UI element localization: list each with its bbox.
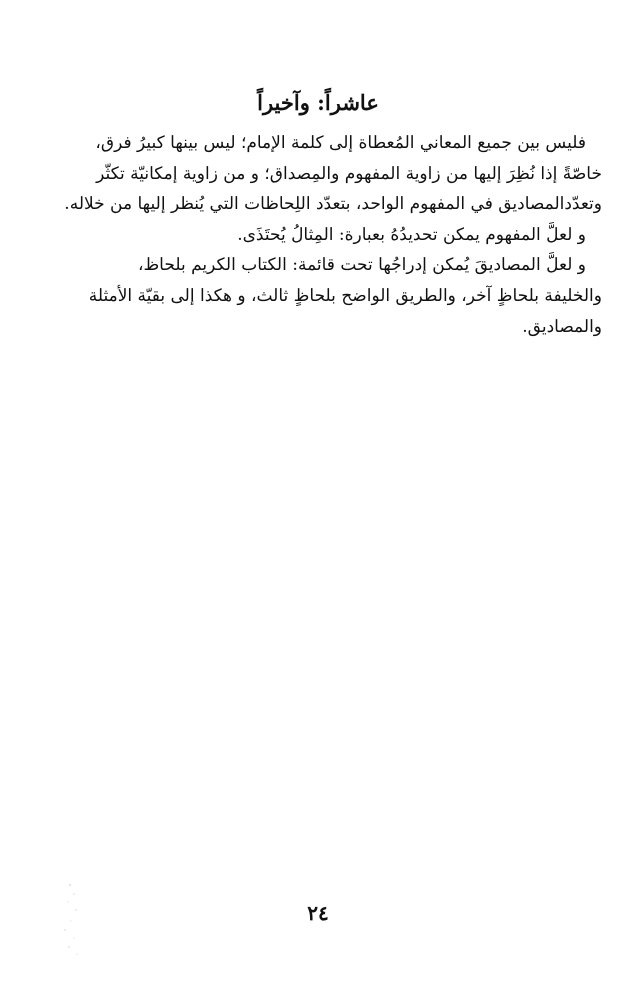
text-line: وتعدّدالمصاديق في المفهوم الواحد، بتعدّد اللِحاظات التي يُنظر إليها من خلاله. [64, 194, 602, 215]
section-heading: عاشراً: وآخيراً [257, 90, 379, 115]
text-line: خاصّةً إذا نُظِرَ إليها من زاوية المفهوم والمِصداق؛ و من زاوية إمكانيّة تكثّر [96, 163, 602, 184]
text-line: والمصاديق. [522, 316, 602, 337]
scan-speckles [30, 880, 80, 960]
text-line: والخليفة بلحاظٍ آخر، والطريق الواضح بلحاظٍ ثالث، و هكذا إلى بقيّة الأمثلة [88, 285, 602, 306]
page-number: ٢٤ [307, 901, 329, 925]
text-line: و لعلَّ المفهوم يمكن تحديدُهُ بعبارة: المِثالُ يُحتَذَى. [237, 224, 586, 245]
body-text [30, 128, 602, 342]
text-line: و لعلَّ المصاديقَ يُمكن إدراجُها تحت قائمة: الكتاب الكريم بلحاظ، [137, 255, 586, 276]
text-line: فليس بين جميع المعاني المُعطاة إلى كلمة الإمام؛ ليس بينها كبيرُ فرق، [95, 133, 586, 153]
